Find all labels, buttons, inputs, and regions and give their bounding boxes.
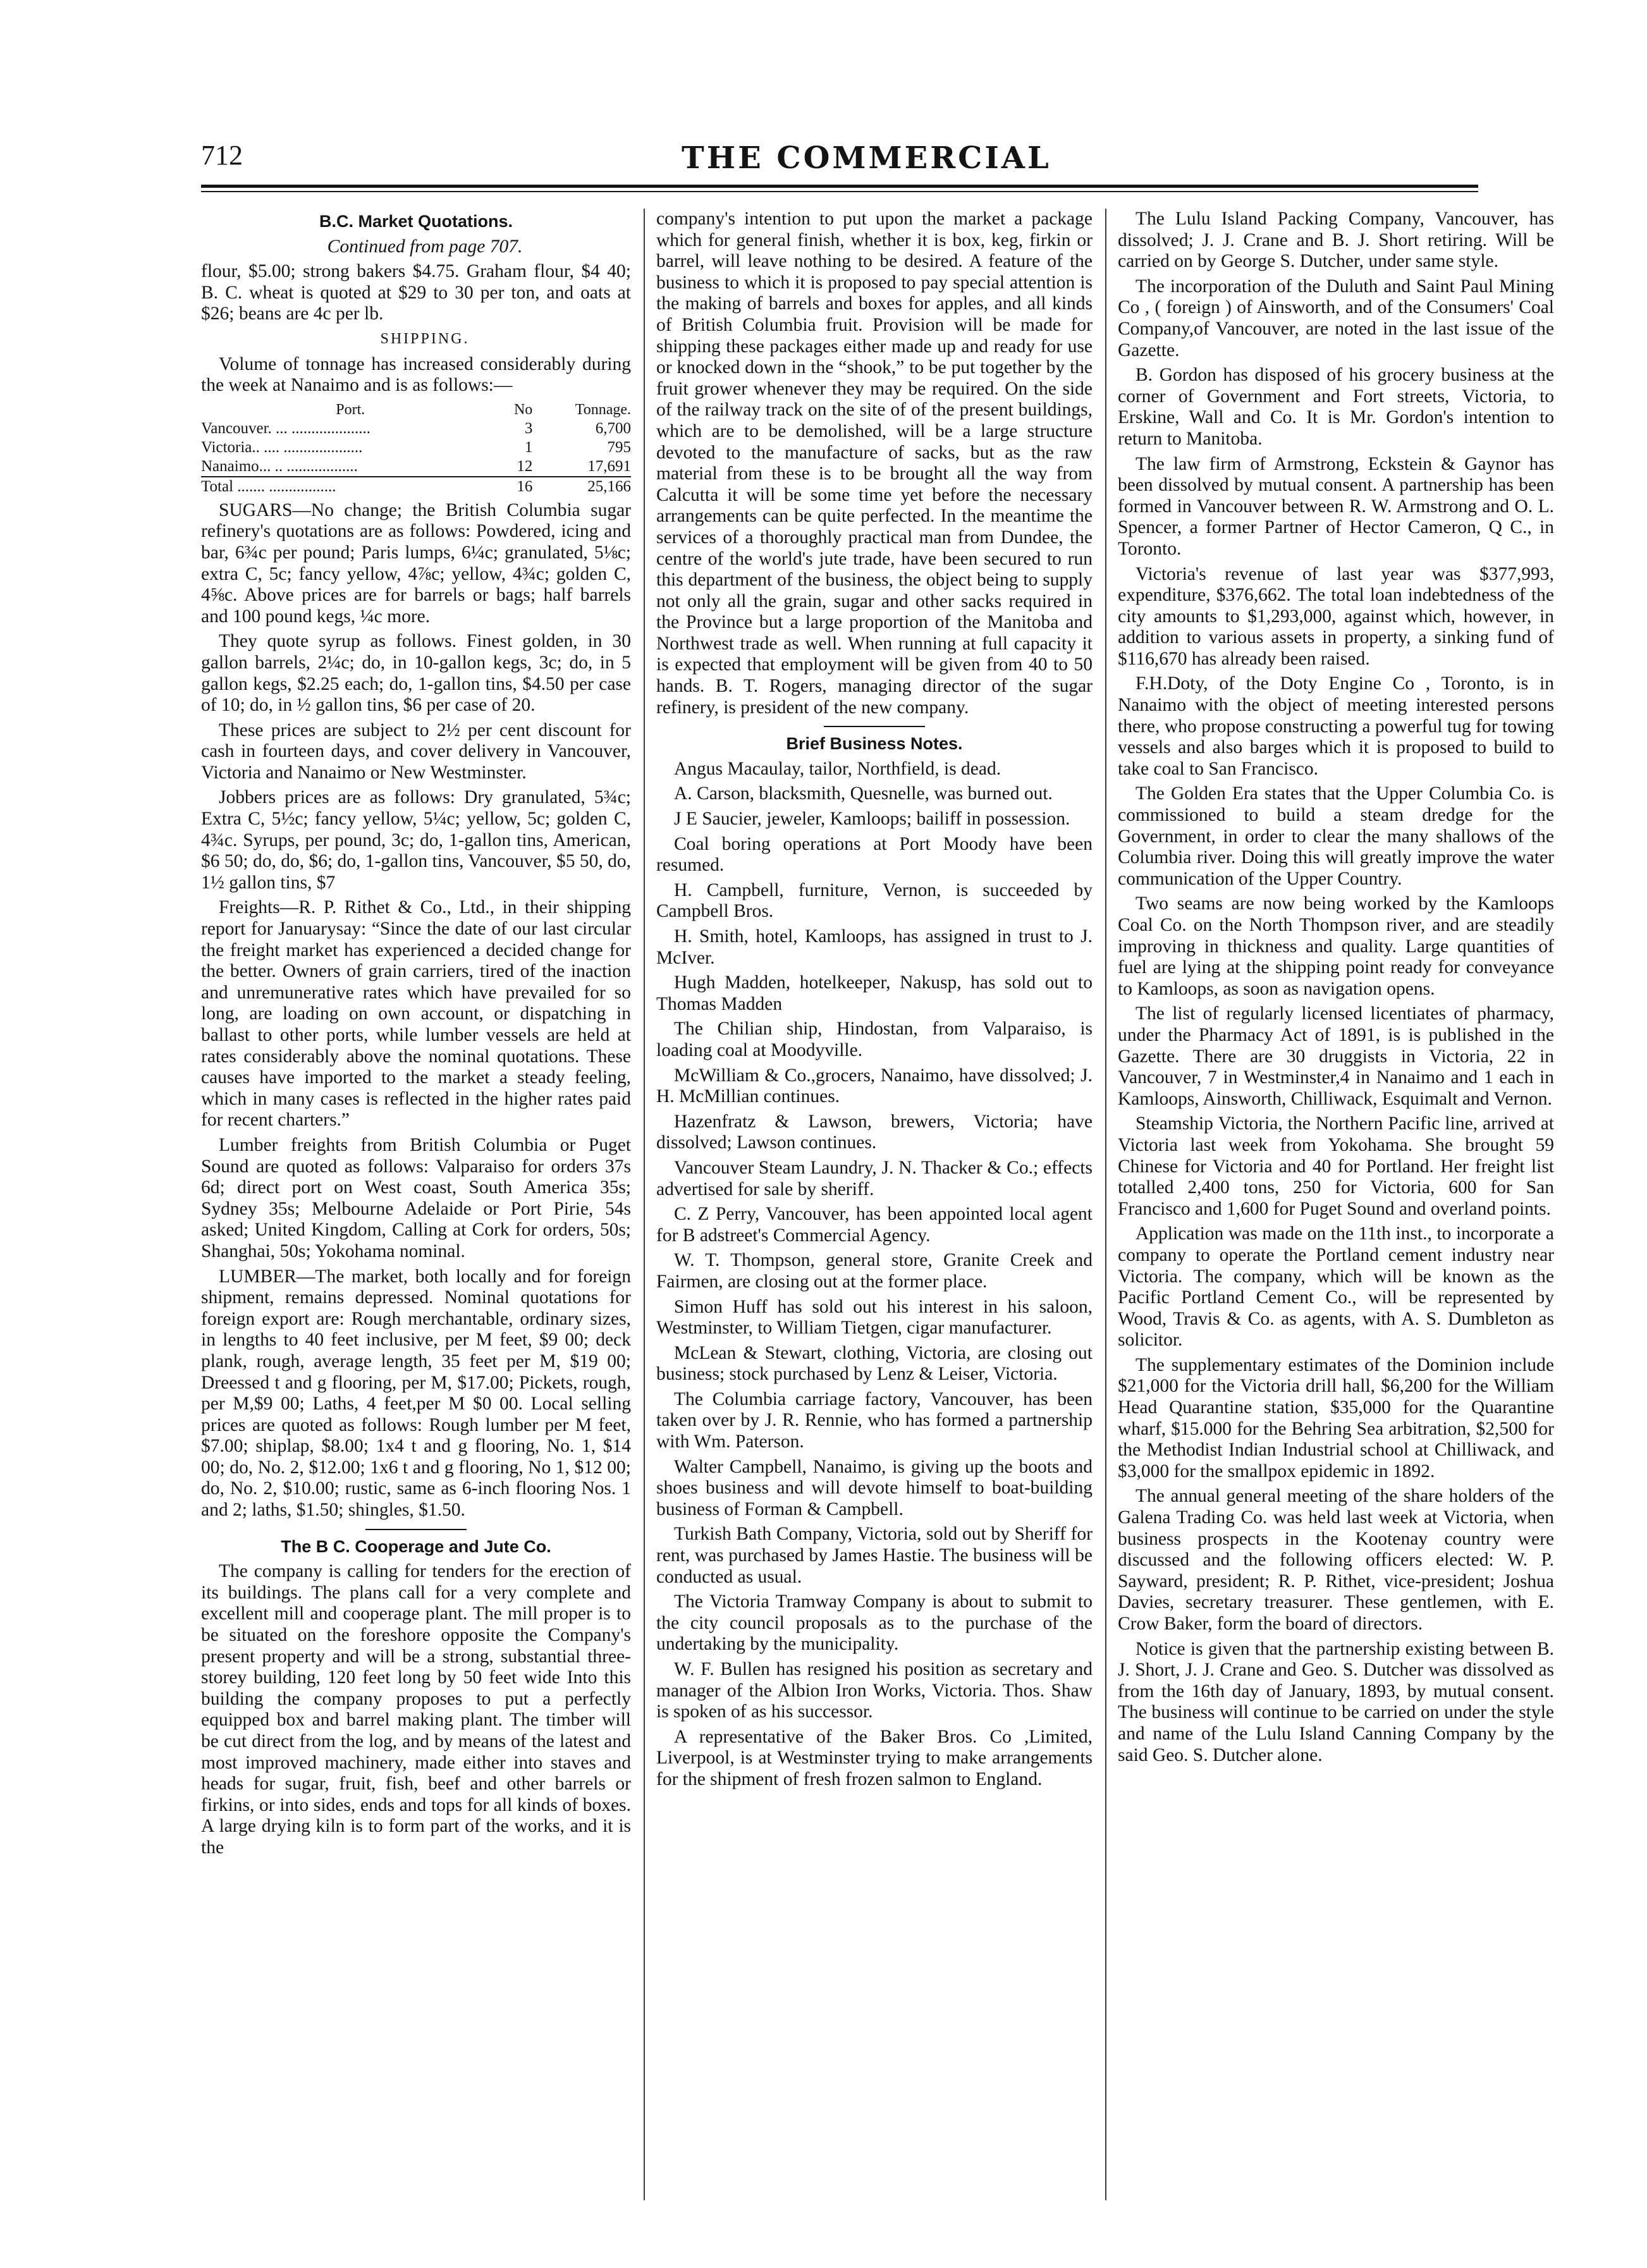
list-item: H. Campbell, furniture, Vernon, is succeeded by Campbell Bros. (656, 880, 1093, 922)
cell-no: 3 (524, 419, 533, 437)
continued-note: Continued from page 707. (327, 236, 523, 257)
list-item: Walter Campbell, Nanaimo, is giving up the boots and shoes business and will devote himself to boat-building business of Forman & Campbell. (656, 1456, 1093, 1519)
paragraph-syrup: They quote syrup as follows. Finest golden, in 30 gallon barrels, 2¼c; do, in 10-gallon kegs, 3c; do, in 5 gallon kegs, $2.25 each; do, 1-gallon tins, $4.50 per case of 10; do, in ½ gallon tins, $6 per case of 20. (201, 631, 631, 716)
cell-total-tonnage: 25,166 (532, 477, 631, 496)
column-divider-1 (644, 209, 645, 2200)
paragraph-jobbers: Jobbers prices are as follows: Dry granulated, 5¾c; Extra C, 5½c; fancy yellow, 5¼c; yellow, 5c; golden C, 4¾c. Syrups, per pound, 3c; do, 1-gallon tins, American, $6 50; do, do, $6; do, 1-gallon tins, Vancouver, $5 50, do, 1½ gallon tins, $7 (201, 787, 631, 893)
list-item: The list of regularly licensed licentiates of pharmacy, under the Pharmacy Act of 1891, is is published in the Gazette. There are 30 druggists in Victoria, 22 in Vancouver, 7 in Westminster,4 in Nanaimo and 1 each in Kamloops, Ainsworth, Chilliwack, Esquimalt and Vernon. (1118, 1003, 1554, 1109)
column-divider-2 (1105, 209, 1106, 2200)
list-item: A representative of the Baker Bros. Co ,Limited, Liverpool, is at Westminster trying to make arrangements for the shipment of fresh frozen salmon to England. (656, 1726, 1093, 1789)
list-item: Hugh Madden, hotelkeeper, Nakusp, has sold out to Thomas Madden (656, 972, 1093, 1014)
section-title-brief-notes: Brief Business Notes. (786, 734, 963, 754)
list-item: Application was made on the 11th inst., to incorporate a company to operate the Portland cement industry near Victoria. The company, which will be known as the Pacific Portland Cement Co., will be represented by Wood, Travis & Co. as agents, with A. S. Dumbleton as solicitor. (1118, 1223, 1554, 1351)
list-item: J E Saucier, jeweler, Kamloops; bailiff in possession. (674, 809, 1070, 830)
list-item: W. F. Bullen has resigned his position as secretary and manager of the Albion Iron Works, Victoria. Thos. Shaw is spoken of as his successor. (656, 1659, 1093, 1722)
list-item: A. Carson, blacksmith, Quesnelle, was burned out. (674, 783, 1053, 804)
list-item: F.H.Doty, of the Doty Engine Co , Toronto, is in Nanaimo with the object of meeting interested persons there, who propose constructing a powerful tug for towing vessels and also barges which it is proposed to build to take coal to San Francisco. (1118, 673, 1554, 779)
subhead-shipping: SHIPPING. (380, 330, 470, 347)
section-title-cooperage: The B C. Cooperage and Jute Co. (281, 1536, 551, 1556)
cell-port: Vancouver. ... .................... (201, 419, 371, 437)
paragraph-lumber: LUMBER—The market, both locally and for foreign shipment, remains depressed. Nominal quotations for foreign export are: Rough merchantable, ordinary sizes, in lengths to 40 feet inclusive, per M feet, $9 00; deck plank, rough, average length, 35 feet per M, $19 00; Dreessed t and g flooring, per M, $17.00; Pickets, rough, per M,$9 00; Laths, 4 feet,per M $0 00. Local selling prices are quoted as follows: Rough lumber per M feet, $7.00; shiplap, $8.00; 1x4 t and g flooring, No. 1, $14 00; do, No. 2, $12.00; 1x6 t and g flooring, No 1, $12 00; do, No. 2, $10.00; rustic, same as 6-inch flooring Nos. 1 and 2; laths, $1.50; shingles, $1.50. (201, 1266, 631, 1521)
list-item: H. Smith, hotel, Kamloops, has assigned in trust to J. McIver. (656, 926, 1093, 968)
list-item: Hazenfratz & Lawson, brewers, Victoria; have dissolved; Lawson continues. (656, 1111, 1093, 1153)
list-item: Simon Huff has sold out his interest in his saloon, Westminster, to William Tietgen, cigar manufacturer. (656, 1296, 1093, 1339)
list-item: The annual general meeting of the share holders of the Galena Trading Co. was held last week at Victoria, when business prospects in the Kootenay country were discussed and the following officers elected: W. P. Sayward, president; R. P. Rithet, vice-president; Joshua Davies, secretary treasurer. These gentlemen, with E. Crow Baker, form the board of directors. (1118, 1486, 1554, 1634)
list-item: Steamship Victoria, the Northern Pacific line, arrived at Victoria last week from Yokohama. She brought 59 Chinese for Victoria and 40 for Portland. Her freight list totalled 2,400 tons, 250 for Victoria, 600 for San Francisco and 1,600 for Puget Sound and overland points. (1118, 1113, 1554, 1219)
cell-port: Nanaimo... .. .................. (201, 457, 358, 475)
paragraph-cooperage-continued: company's intention to put upon the market a package which for general finish, whether it is box, keg, firkin or barrel, will leave nothing to be desired. A feature of the business to which it is proposed to pay special attention is the making of barrels and boxes for apples, and all kinds of British Columbia fruit. Provision will be made for shipping these packages either made up and ready for use or knocked down in the “shook,” to be put together by the fruit grower whenever they may be required. On the side of the railway track on the site of of the present buildings, which are to be demolished, will be a large structure devoted to the manufacture of sacks, but as the raw material from these is to be brought all the way from Calcutta it will be some time yet before the necessary arrangements can be quite perfected. In the meantime the services of a thoroughly practical man from Dundee, the centre of the world's jute trade, have been secured to run this department of the business, the object being to supply not only all the grain, sugar and other sacks required in the Province but a large proportion of the Manitoba and Northwest trade as well. When running at full capacity it is expected that employment will be given from 40 to 50 hands. B. T. Rogers, managing director of the sugar refinery, is president of the new company. (656, 209, 1093, 718)
table-row (201, 419, 631, 438)
list-item: Two seams are now being worked by the Kamloops Coal Co. on the North Thompson river, and are steadily improving in thickness and quality. Large quantities of fuel are lying at the shipping point ready for conveyance to Kamloops, as soon as navigation opens. (1118, 893, 1554, 999)
list-item: The Victoria Tramway Company is about to submit to the city council proposals as to the purchase of the undertaking by the municipality. (656, 1591, 1093, 1655)
list-item: B. Gordon has disposed of his grocery business at the corner of Government and Fort streets, Victoria, to Erskine, Wall and Co. It is Mr. Gordon's intention to return to Manitoba. (1118, 365, 1554, 449)
list-item: C. Z Perry, Vancouver, has been appointed local agent for B adstreet's Commercial Agency. (656, 1204, 1093, 1246)
cell-tonnage: 6,700 (595, 419, 631, 437)
paragraph-flour: flour, $5.00; strong bakers $4.75. Graham flour, $4 40; B. C. wheat is quoted at $29 to 30 per ton, and oats at $26; beans are 4c per lb. (201, 261, 631, 324)
cell-no: 1 (524, 438, 533, 456)
list-item: W. T. Thompson, general store, Granite Creek and Fairmen, are closing out at the former place. (656, 1250, 1093, 1292)
cell-no: 12 (517, 457, 533, 475)
cell-total-no: 16 (500, 477, 533, 496)
list-item: The law firm of Armstrong, Eckstein & Gaynor has been dissolved by mutual consent. A partnership has been formed in Vancouver between R. W. Armstrong and O. L. Spencer, a former Partner of Hector Cameron, Q C., in Toronto. (1118, 453, 1554, 559)
cell-tonnage: 17,691 (587, 457, 631, 475)
section-separator (824, 726, 925, 727)
cell-tonnage: 795 (607, 438, 631, 456)
list-item: Notice is given that the partnership existing between B. J. Short, J. J. Crane and Geo. S. Dutcher was dissolved as from the 16th day of January, 1893, by mutual consent. The business will continue to be carried on under the style and name of the Lulu Island Canning Company by the said Geo. S. Dutcher alone. (1118, 1638, 1554, 1765)
table-row (201, 457, 631, 477)
table-total-row (201, 477, 631, 496)
list-item: Angus Macaulay, tailor, Northfield, is dead. (674, 758, 1001, 779)
header-no: No (513, 401, 533, 418)
section-separator (365, 1529, 467, 1530)
header-rule-thin (201, 191, 1478, 192)
list-item: McWilliam & Co.,grocers, Nanaimo, have dissolved; J. H. McMillian continues. (656, 1065, 1093, 1107)
header-tonnage: Tonnage. (575, 401, 631, 418)
paragraph-lumber-freights: Lumber freights from British Columbia or Puget Sound are quoted as follows: Valparaiso for orders 37s 6d; direct port on West coast, South America 35s; Sydney 35s; Melbourne Adelaide or Port Pirie, 54s asked; United Kingdom, Calling at Cork for orders, 50s; Shanghai, 50s; Yokohama nominal. (201, 1134, 631, 1261)
list-item: The Columbia carriage factory, Vancouver, has been taken over by J. R. Rennie, who has formed a partnership with Wm. Paterson. (656, 1388, 1093, 1452)
list-item: McLean & Stewart, clothing, Victoria, are closing out business; stock purchased by Lenz & Leiser, Victoria. (656, 1342, 1093, 1385)
list-item: The supplementary estimates of the Dominion include $21,000 for the Victoria drill hall, $6,200 for the William Head Quarantine station, $35,000 for the Quarantine wharf, $15.000 for the Behring Sea arbitration, $2,500 for the Methodist Indian Industrial school at Chilliwack, and $3,000 for the smallpox epidemic in 1892. (1118, 1354, 1554, 1481)
section-title-market-quotations: B.C. Market Quotations. (319, 212, 513, 231)
list-item: The Lulu Island Packing Company, Vancouver, has dissolved; J. J. Crane and B. J. Short retiring. Will be carried on by George S. Dutcher, under same style. (1118, 209, 1554, 272)
list-item: Victoria's revenue of last year was $377,993, expenditure, $376,662. The total loan indebtedness of the city amounts to $1,293,000, against which, however, in addition to various assets in property, a sinking fund of $116,670 has already been raised. (1118, 563, 1554, 669)
table-row (201, 438, 631, 457)
list-item: The Golden Era states that the Upper Columbia Co. is commissioned to build a steam dredge for the Government, in order to clear the many shallows of the Columbia river. Doing this will greatly improve the water communication of the Upper Country. (1118, 783, 1554, 889)
list-item: Turkish Bath Company, Victoria, sold out by Sheriff for rent, was purchased by James Hastie. The business will be conducted as usual. (656, 1524, 1093, 1587)
page-header (201, 139, 1478, 177)
column-1 (201, 209, 631, 1863)
journal-title: THE COMMERCIAL (682, 140, 1051, 176)
list-item: Coal boring operations at Port Moody have been resumed. (656, 833, 1093, 876)
header-port: Port. (336, 401, 365, 418)
page-number: 712 (201, 140, 243, 171)
cell-total-label: Total ....... ................. (201, 477, 500, 496)
header-rule (201, 185, 1478, 188)
list-item: Vancouver Steam Laundry, J. N. Thacker & Co.; effects advertised for sale by sheriff. (656, 1157, 1093, 1199)
shipping-table-header (201, 400, 631, 419)
paragraph-cooperage: The company is calling for tenders for the erection of its buildings. The plans call for a very complete and excellent mill and cooperage plant. The mill proper is to be situated on the foreshore opposite the Company's present property and will be a strong, substantial three-storey building, 120 feet long by 50 feet wide Into this building the company proposes to put a perfectly equipped box and barrel making plant. The timber will be cut direct from the log, and by means of the latest and most improved machinery, made either into staves and heads for sugar, fruit, fish, beef and other barrels or firkins, or into sides, ends and tops for all kinds of boxes. A large drying kiln is to form part of the works, and it is the (201, 1561, 631, 1858)
paragraph-sugars: SUGARS—No change; the British Columbia sugar refinery's quotations are as follows: Powdered, icing and bar, 6¾c per pound; Paris lumps, 6¼c; granulated, 5⅛c; extra C, 5c; fancy yellow, 4⅞c; yellow, 4¾c; golden C, 4⅝c. Above prices are for barrels or bags; half barrels and 100 pound kegs, ¼c more. (201, 500, 631, 627)
list-item: The incorporation of the Duluth and Saint Paul Mining Co , ( foreign ) of Ainsworth, and of the Consumers' Coal Company,of Vancouver, are noted in the last issue of the Gazette. (1118, 276, 1554, 360)
column-2 (656, 209, 1093, 1794)
shipping-table (201, 400, 631, 496)
paragraph-shipping: Volume of tonnage has increased considerably during the week at Nanaimo and is as follows:— (201, 353, 631, 396)
list-item: The Chilian ship, Hindostan, from Valparaiso, is loading coal at Moodyville. (656, 1019, 1093, 1060)
column-3 (1118, 209, 1554, 1770)
paragraph-prices: These prices are subject to 2½ per cent discount for cash in fourteen days, and cover delivery in Vancouver, Victoria and Nanaimo or New Westminster. (201, 720, 631, 783)
paragraph-freights: Freights—R. P. Rithet & Co., Ltd., in their shipping report for Januarysay: “Since the date of our last circular the freight market has experienced a decided change for the better. Owners of grain carriers, tired of the inaction and unremunerative rates which have prevailed for so long, are loading on own account, or dispatching in ballast to other ports, while lumber vessels are held at rates considerably above the nominal quotations. These causes have imported to the market a steady feeling, which in many cases is reflected in the higher rates paid for recent charters.” (201, 897, 631, 1131)
cell-port: Victoria.. .... .................... (201, 438, 363, 456)
